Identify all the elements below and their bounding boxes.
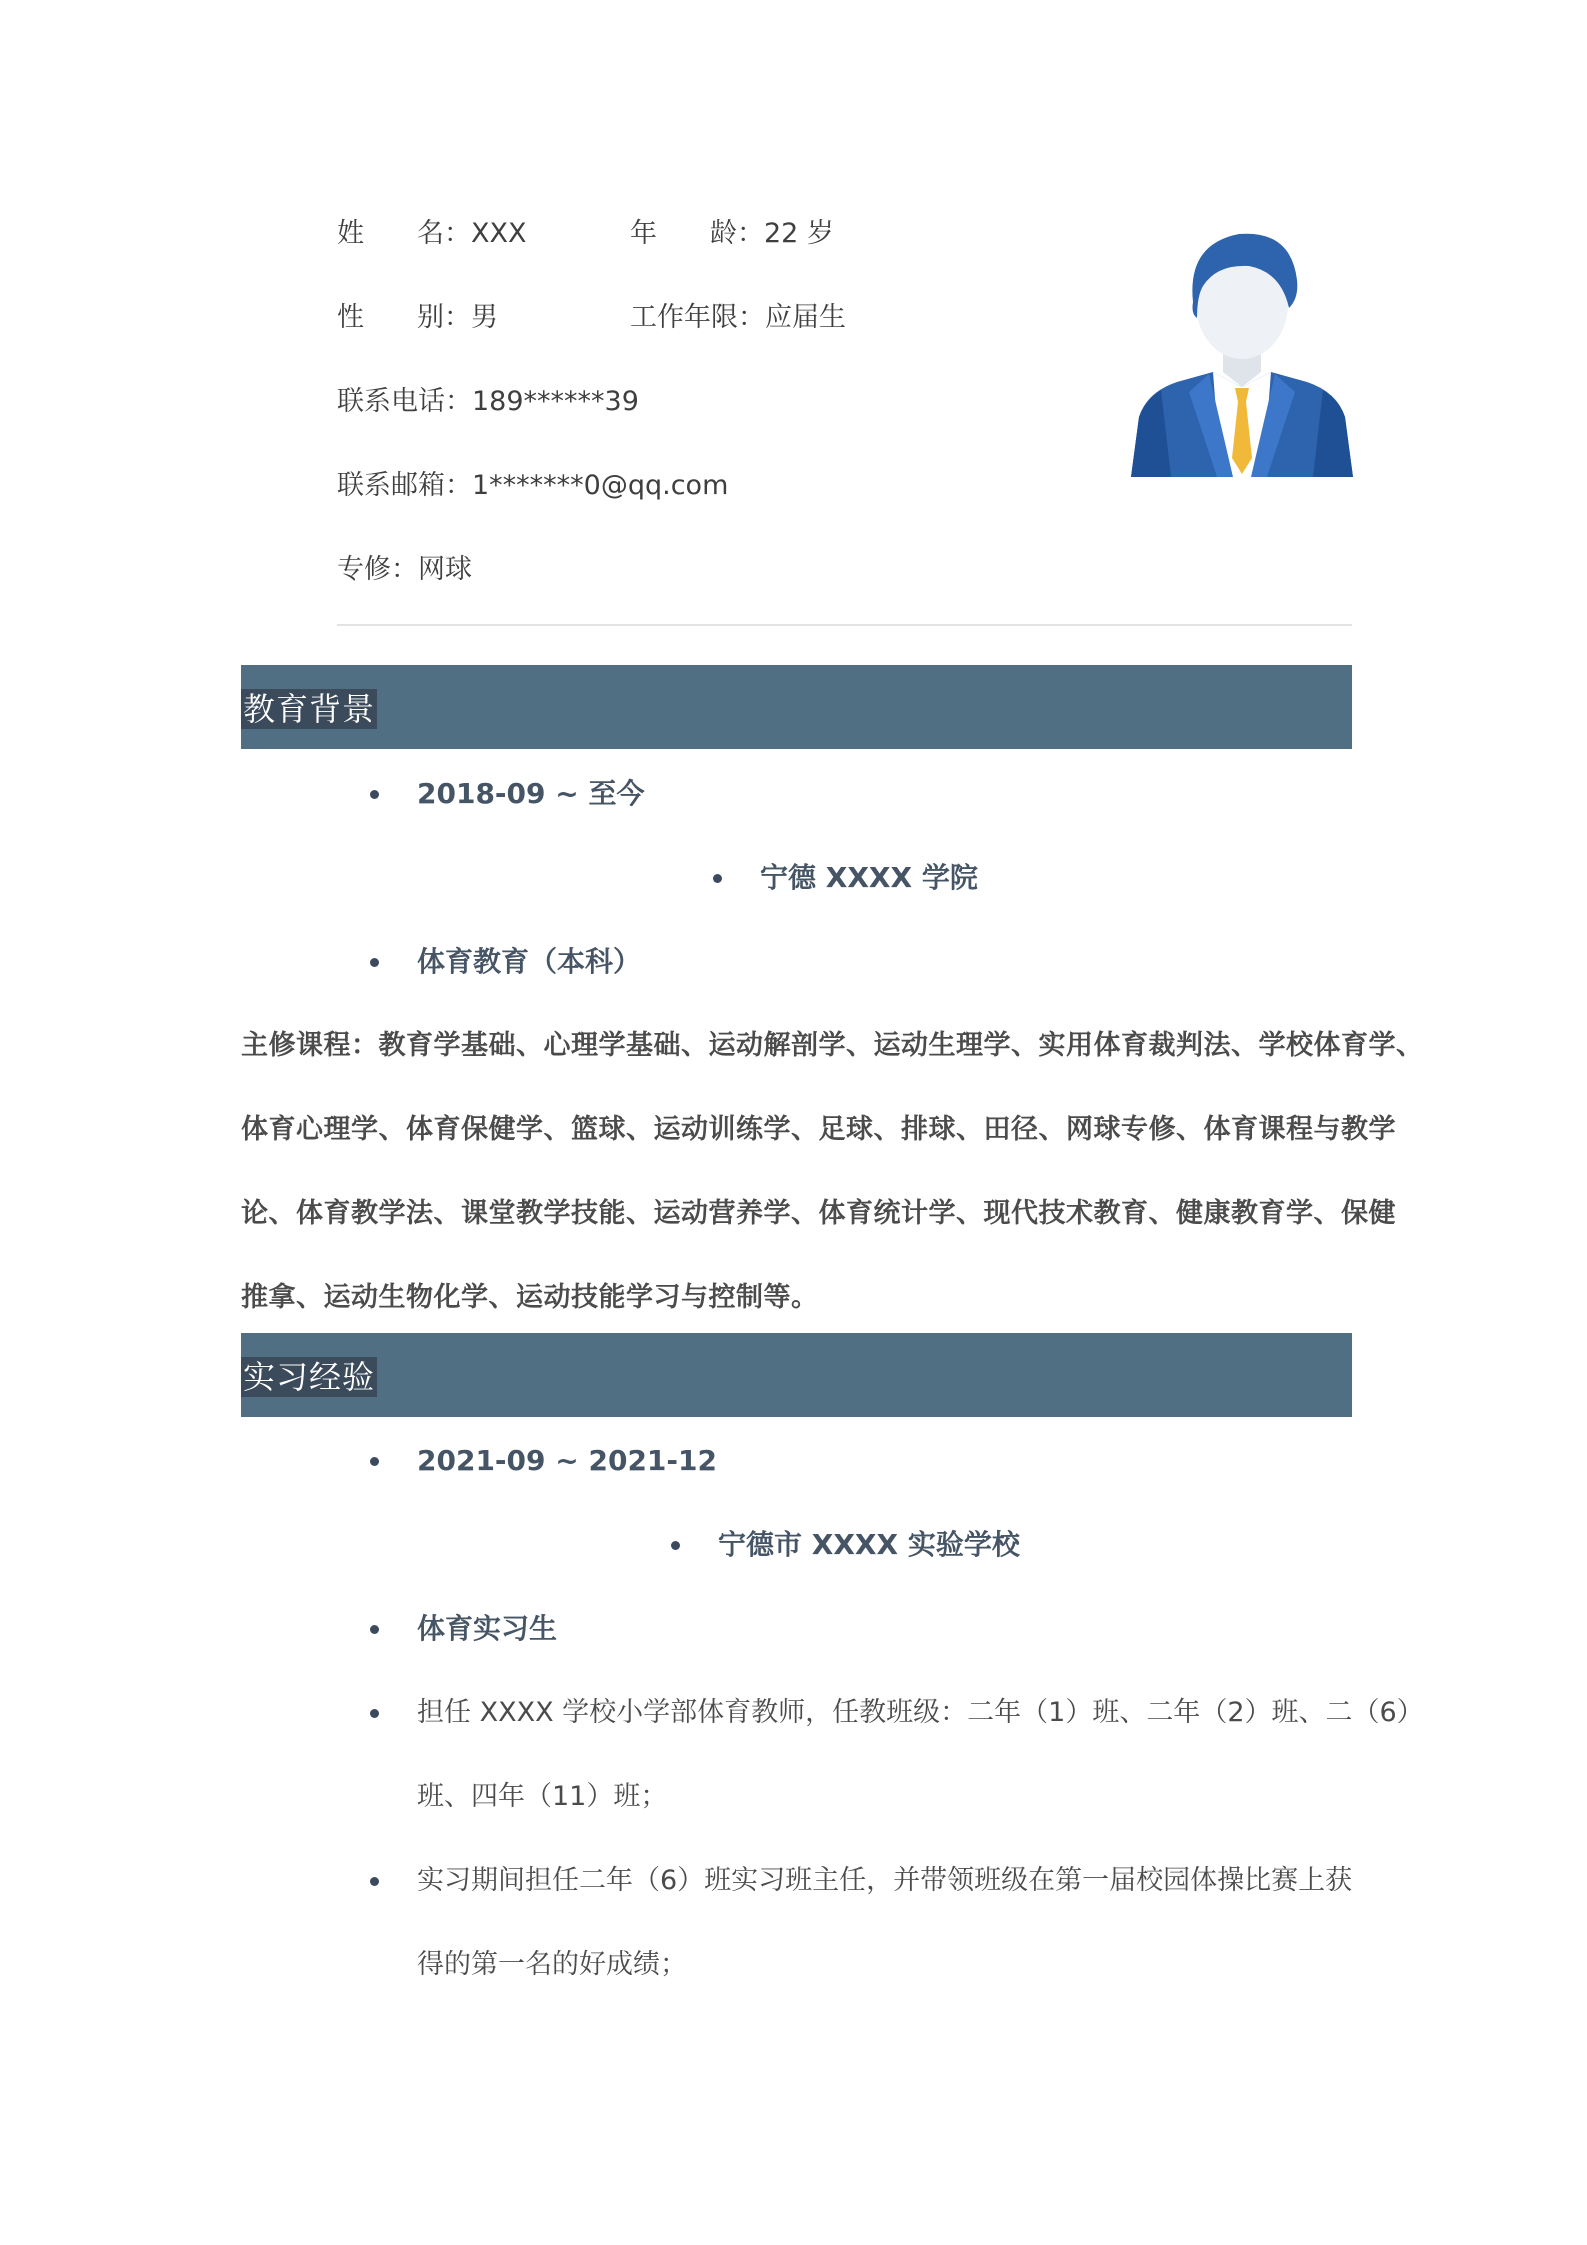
name-label-char2: 名： [417,218,471,249]
bullet-icon [370,790,379,799]
education-major: 体育教育（本科） [417,945,642,978]
courses-line: 主修课程：教育学基础、心理学基础、运动解剖学、运动生理学、实用体育裁判法、学校体育学、 [241,1030,1424,1061]
specialty-label: 专修： [337,554,418,585]
duty-line: 实习期间担任二年（6）班实习班主任，并带领班级在第一届校园体操比赛上获 [417,1865,1353,1896]
bullet-icon [671,1541,680,1550]
bullet-icon [370,958,379,967]
bullet-icon [370,1457,379,1466]
age-label-char2: 龄： [710,218,764,249]
specialty-row [337,550,472,590]
gender-value: 男 [471,302,498,333]
phone-row [337,382,639,422]
email-row [337,466,728,506]
duty-line: 班、四年（11）班； [417,1781,668,1812]
courses-line: 论、体育教学法、课堂教学技能、运动营养学、体育统计学、现代技术教育、健康教育学、保健 [241,1198,1396,1229]
gender-row [337,298,498,338]
phone-value: 189******39 [472,386,639,417]
person-avatar-icon [1131,222,1353,477]
internship-section-title: 实习经验 [243,1358,376,1396]
years-label: 工作年限： [630,302,765,333]
internship-school: 宁德市 XXXX 实验学校 [718,1528,1020,1561]
years-value: 应届生 [765,302,846,333]
info-divider [337,624,1352,626]
email-value: 1*******0@qq.com [472,470,729,501]
email-label: 联系邮箱： [337,470,472,501]
duty-line: 得的第一名的好成绩； [417,1949,687,1980]
name-row [337,214,527,254]
courses-line: 体育心理学、体育保健学、篮球、运动训练学、足球、排球、田径、网球专修、体育课程与教学 [241,1114,1396,1145]
bullet-icon [370,1877,379,1886]
phone-label: 联系电话： [337,386,472,417]
age-label-char1: 年 [630,218,657,249]
specialty-value: 网球 [418,554,472,585]
courses-line: 推拿、运动生物化学、运动技能学习与控制等。 [241,1282,819,1313]
bullet-icon [370,1625,379,1634]
duty-line: 担任 XXXX 学校小学部体育教师，任教班级：二年（1）班、二年（2）班、二（6） [417,1697,1424,1728]
internship-section-bar [241,1333,1352,1417]
age-value: 22 岁 [764,218,834,249]
name-value: XXX [471,218,527,249]
bullet-icon [713,874,722,883]
gender-label-char1: 性 [337,302,364,333]
years-row [630,298,846,338]
name-label-char1: 姓 [337,218,364,249]
bullet-icon [370,1709,379,1718]
internship-role: 体育实习生 [417,1612,558,1645]
education-section-bar [241,665,1352,749]
education-school: 宁德 XXXX 学院 [760,861,978,894]
education-period: 2018-09 ~ 至今 [417,777,645,810]
internship-period: 2021-09 ~ 2021-12 [417,1444,717,1477]
gender-label-char2: 别： [417,302,471,333]
education-section-title: 教育背景 [243,690,376,728]
age-row [630,214,834,254]
